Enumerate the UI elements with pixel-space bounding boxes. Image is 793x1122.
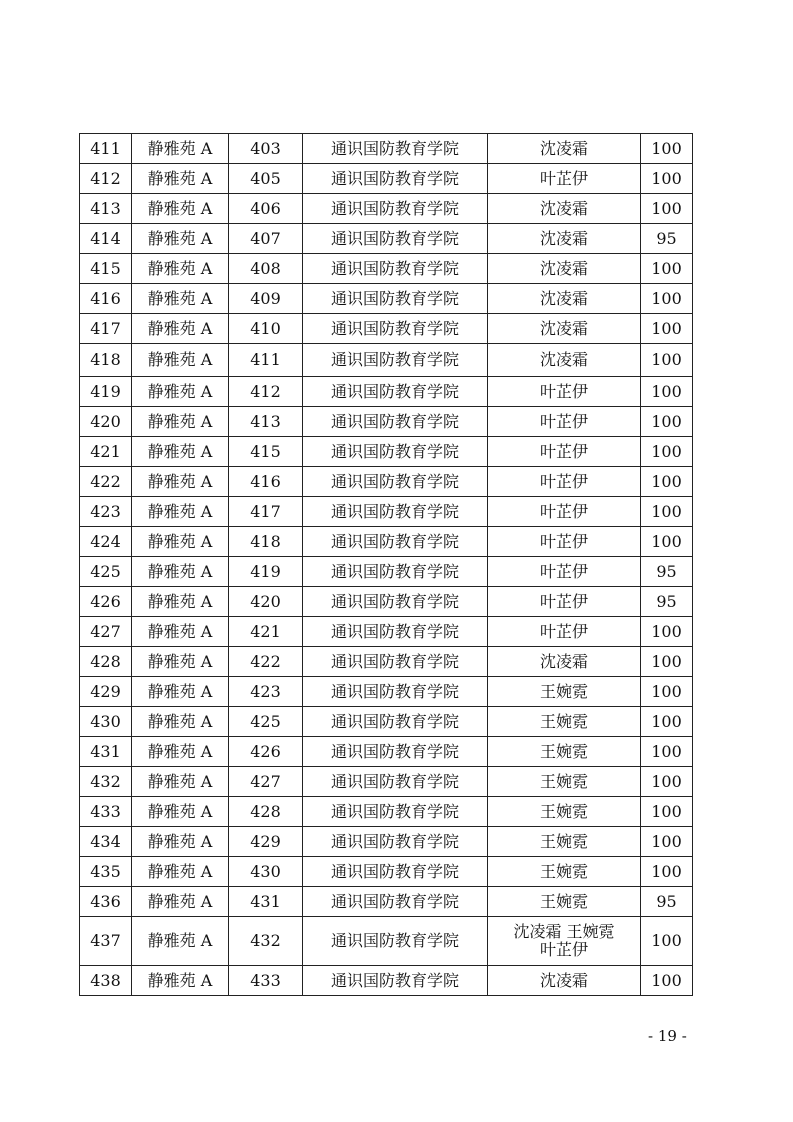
room-number-cell: 417	[229, 497, 303, 527]
inspection-table	[79, 133, 693, 996]
row-index-cell: 415	[80, 254, 132, 284]
building-name-cell: 静雅苑 A	[132, 917, 229, 966]
college-name-cell: 通识国防教育学院	[303, 407, 488, 437]
table-row	[80, 707, 693, 737]
row-index-cell: 411	[80, 134, 132, 164]
college-name-cell: 通识国防教育学院	[303, 917, 488, 966]
college-name-cell: 通识国防教育学院	[303, 797, 488, 827]
room-number-cell: 407	[229, 224, 303, 254]
room-number-cell: 411	[229, 344, 303, 377]
row-index-cell: 422	[80, 467, 132, 497]
college-name-cell: 通识国防教育学院	[303, 134, 488, 164]
row-index-cell: 416	[80, 284, 132, 314]
table-row	[80, 797, 693, 827]
building-name-cell: 静雅苑 A	[132, 857, 229, 887]
room-number-cell: 421	[229, 617, 303, 647]
inspector-name-cell: 沈凌霜 王婉霓 叶芷伊	[488, 917, 641, 966]
building-name-cell: 静雅苑 A	[132, 527, 229, 557]
room-number-cell: 430	[229, 857, 303, 887]
inspector-name-cell: 王婉霓	[488, 857, 641, 887]
score-cell: 100	[641, 767, 693, 797]
building-name-cell: 静雅苑 A	[132, 407, 229, 437]
building-name-cell: 静雅苑 A	[132, 134, 229, 164]
table-row	[80, 224, 693, 254]
inspector-name-cell: 叶芷伊	[488, 557, 641, 587]
score-cell: 100	[641, 164, 693, 194]
score-cell: 100	[641, 134, 693, 164]
room-number-cell: 406	[229, 194, 303, 224]
row-index-cell: 418	[80, 344, 132, 377]
table-row	[80, 647, 693, 677]
college-name-cell: 通识国防教育学院	[303, 587, 488, 617]
building-name-cell: 静雅苑 A	[132, 194, 229, 224]
inspector-name-cell: 叶芷伊	[488, 377, 641, 407]
building-name-cell: 静雅苑 A	[132, 497, 229, 527]
score-cell: 95	[641, 557, 693, 587]
score-cell: 100	[641, 254, 693, 284]
table-row	[80, 344, 693, 377]
building-name-cell: 静雅苑 A	[132, 557, 229, 587]
building-name-cell: 静雅苑 A	[132, 887, 229, 917]
row-index-cell: 412	[80, 164, 132, 194]
college-name-cell: 通识国防教育学院	[303, 737, 488, 767]
row-index-cell: 424	[80, 527, 132, 557]
table-row	[80, 677, 693, 707]
building-name-cell: 静雅苑 A	[132, 647, 229, 677]
college-name-cell: 通识国防教育学院	[303, 767, 488, 797]
room-number-cell: 425	[229, 707, 303, 737]
inspector-name-cell: 叶芷伊	[488, 497, 641, 527]
score-cell: 100	[641, 797, 693, 827]
table-row	[80, 617, 693, 647]
room-number-cell: 409	[229, 284, 303, 314]
inspector-name-cell: 王婉霓	[488, 797, 641, 827]
row-index-cell: 414	[80, 224, 132, 254]
building-name-cell: 静雅苑 A	[132, 467, 229, 497]
room-number-cell: 415	[229, 437, 303, 467]
building-name-cell: 静雅苑 A	[132, 437, 229, 467]
room-number-cell: 423	[229, 677, 303, 707]
inspector-name-cell: 沈凌霜	[488, 314, 641, 344]
building-name-cell: 静雅苑 A	[132, 314, 229, 344]
score-cell: 100	[641, 314, 693, 344]
score-cell: 100	[641, 467, 693, 497]
inspector-name-cell: 叶芷伊	[488, 617, 641, 647]
row-index-cell: 420	[80, 407, 132, 437]
score-cell: 100	[641, 966, 693, 996]
score-cell: 95	[641, 587, 693, 617]
row-index-cell: 428	[80, 647, 132, 677]
row-index-cell: 436	[80, 887, 132, 917]
room-number-cell: 418	[229, 527, 303, 557]
table-row	[80, 254, 693, 284]
college-name-cell: 通识国防教育学院	[303, 527, 488, 557]
page-number: - 19 -	[648, 1027, 687, 1045]
score-cell: 100	[641, 194, 693, 224]
row-index-cell: 432	[80, 767, 132, 797]
score-cell: 100	[641, 527, 693, 557]
table-row	[80, 467, 693, 497]
score-cell: 100	[641, 917, 693, 966]
table-row	[80, 917, 693, 966]
score-cell: 100	[641, 437, 693, 467]
room-number-cell: 416	[229, 467, 303, 497]
inspector-name-cell: 叶芷伊	[488, 467, 641, 497]
row-index-cell: 419	[80, 377, 132, 407]
score-cell: 100	[641, 737, 693, 767]
room-number-cell: 419	[229, 557, 303, 587]
row-index-cell: 438	[80, 966, 132, 996]
college-name-cell: 通识国防教育学院	[303, 377, 488, 407]
inspector-name-cell: 沈凌霜	[488, 966, 641, 996]
college-name-cell: 通识国防教育学院	[303, 437, 488, 467]
room-number-cell: 427	[229, 767, 303, 797]
college-name-cell: 通识国防教育学院	[303, 827, 488, 857]
college-name-cell: 通识国防教育学院	[303, 617, 488, 647]
room-number-cell: 422	[229, 647, 303, 677]
college-name-cell: 通识国防教育学院	[303, 194, 488, 224]
score-cell: 100	[641, 677, 693, 707]
inspector-name-cell: 王婉霓	[488, 737, 641, 767]
row-index-cell: 421	[80, 437, 132, 467]
table-row	[80, 314, 693, 344]
table-row	[80, 194, 693, 224]
score-cell: 100	[641, 647, 693, 677]
row-index-cell: 425	[80, 557, 132, 587]
building-name-cell: 静雅苑 A	[132, 966, 229, 996]
table-row	[80, 827, 693, 857]
building-name-cell: 静雅苑 A	[132, 617, 229, 647]
college-name-cell: 通识国防教育学院	[303, 887, 488, 917]
college-name-cell: 通识国防教育学院	[303, 677, 488, 707]
building-name-cell: 静雅苑 A	[132, 284, 229, 314]
building-name-cell: 静雅苑 A	[132, 707, 229, 737]
score-cell: 100	[641, 827, 693, 857]
table-row	[80, 557, 693, 587]
room-number-cell: 403	[229, 134, 303, 164]
inspector-name-cell: 沈凌霜	[488, 224, 641, 254]
inspector-name-cell: 王婉霓	[488, 707, 641, 737]
inspector-name-cell: 王婉霓	[488, 827, 641, 857]
inspector-name-cell: 沈凌霜	[488, 344, 641, 377]
table-row	[80, 737, 693, 767]
row-index-cell: 430	[80, 707, 132, 737]
row-index-cell: 434	[80, 827, 132, 857]
table-row	[80, 284, 693, 314]
score-cell: 100	[641, 344, 693, 377]
building-name-cell: 静雅苑 A	[132, 254, 229, 284]
college-name-cell: 通识国防教育学院	[303, 164, 488, 194]
building-name-cell: 静雅苑 A	[132, 344, 229, 377]
inspector-name-cell: 王婉霓	[488, 677, 641, 707]
inspector-name-cell: 叶芷伊	[488, 407, 641, 437]
row-index-cell: 426	[80, 587, 132, 617]
inspector-name-cell: 叶芷伊	[488, 437, 641, 467]
table-row	[80, 134, 693, 164]
college-name-cell: 通识国防教育学院	[303, 557, 488, 587]
row-index-cell: 429	[80, 677, 132, 707]
row-index-cell: 413	[80, 194, 132, 224]
college-name-cell: 通识国防教育学院	[303, 497, 488, 527]
table-row	[80, 407, 693, 437]
inspector-name-cell: 沈凌霜	[488, 254, 641, 284]
building-name-cell: 静雅苑 A	[132, 164, 229, 194]
college-name-cell: 通识国防教育学院	[303, 224, 488, 254]
room-number-cell: 428	[229, 797, 303, 827]
inspector-name-cell: 叶芷伊	[488, 527, 641, 557]
score-cell: 100	[641, 617, 693, 647]
inspector-name-cell: 沈凌霜	[488, 647, 641, 677]
college-name-cell: 通识国防教育学院	[303, 254, 488, 284]
table-row	[80, 377, 693, 407]
score-cell: 100	[641, 707, 693, 737]
row-index-cell: 417	[80, 314, 132, 344]
row-index-cell: 437	[80, 917, 132, 966]
building-name-cell: 静雅苑 A	[132, 377, 229, 407]
room-number-cell: 420	[229, 587, 303, 617]
room-number-cell: 413	[229, 407, 303, 437]
room-number-cell: 405	[229, 164, 303, 194]
table-row	[80, 587, 693, 617]
row-index-cell: 435	[80, 857, 132, 887]
room-number-cell: 429	[229, 827, 303, 857]
score-cell: 100	[641, 497, 693, 527]
building-name-cell: 静雅苑 A	[132, 827, 229, 857]
inspector-name-cell: 王婉霓	[488, 887, 641, 917]
row-index-cell: 427	[80, 617, 132, 647]
table-row	[80, 857, 693, 887]
college-name-cell: 通识国防教育学院	[303, 467, 488, 497]
college-name-cell: 通识国防教育学院	[303, 647, 488, 677]
building-name-cell: 静雅苑 A	[132, 797, 229, 827]
inspector-name-cell: 叶芷伊	[488, 587, 641, 617]
score-cell: 95	[641, 887, 693, 917]
row-index-cell: 423	[80, 497, 132, 527]
college-name-cell: 通识国防教育学院	[303, 284, 488, 314]
inspector-name-cell: 沈凌霜	[488, 284, 641, 314]
college-name-cell: 通识国防教育学院	[303, 707, 488, 737]
building-name-cell: 静雅苑 A	[132, 587, 229, 617]
room-number-cell: 433	[229, 966, 303, 996]
room-number-cell: 412	[229, 377, 303, 407]
row-index-cell: 431	[80, 737, 132, 767]
table-row	[80, 437, 693, 467]
score-cell: 100	[641, 377, 693, 407]
score-cell: 100	[641, 407, 693, 437]
college-name-cell: 通识国防教育学院	[303, 966, 488, 996]
room-number-cell: 410	[229, 314, 303, 344]
inspector-name-cell: 王婉霓	[488, 767, 641, 797]
score-cell: 100	[641, 857, 693, 887]
college-name-cell: 通识国防教育学院	[303, 314, 488, 344]
college-name-cell: 通识国防教育学院	[303, 857, 488, 887]
inspector-name-cell: 叶芷伊	[488, 164, 641, 194]
building-name-cell: 静雅苑 A	[132, 677, 229, 707]
inspector-name-cell: 沈凌霜	[488, 194, 641, 224]
building-name-cell: 静雅苑 A	[132, 737, 229, 767]
room-number-cell: 408	[229, 254, 303, 284]
room-number-cell: 426	[229, 737, 303, 767]
inspector-name-cell: 沈凌霜	[488, 134, 641, 164]
table-row	[80, 497, 693, 527]
table-row	[80, 527, 693, 557]
building-name-cell: 静雅苑 A	[132, 767, 229, 797]
score-cell: 100	[641, 284, 693, 314]
score-cell: 95	[641, 224, 693, 254]
row-index-cell: 433	[80, 797, 132, 827]
table-row	[80, 966, 693, 996]
room-number-cell: 432	[229, 917, 303, 966]
table-row	[80, 164, 693, 194]
college-name-cell: 通识国防教育学院	[303, 344, 488, 377]
building-name-cell: 静雅苑 A	[132, 224, 229, 254]
room-number-cell: 431	[229, 887, 303, 917]
table-row	[80, 887, 693, 917]
table-row	[80, 767, 693, 797]
table-body	[80, 134, 693, 996]
